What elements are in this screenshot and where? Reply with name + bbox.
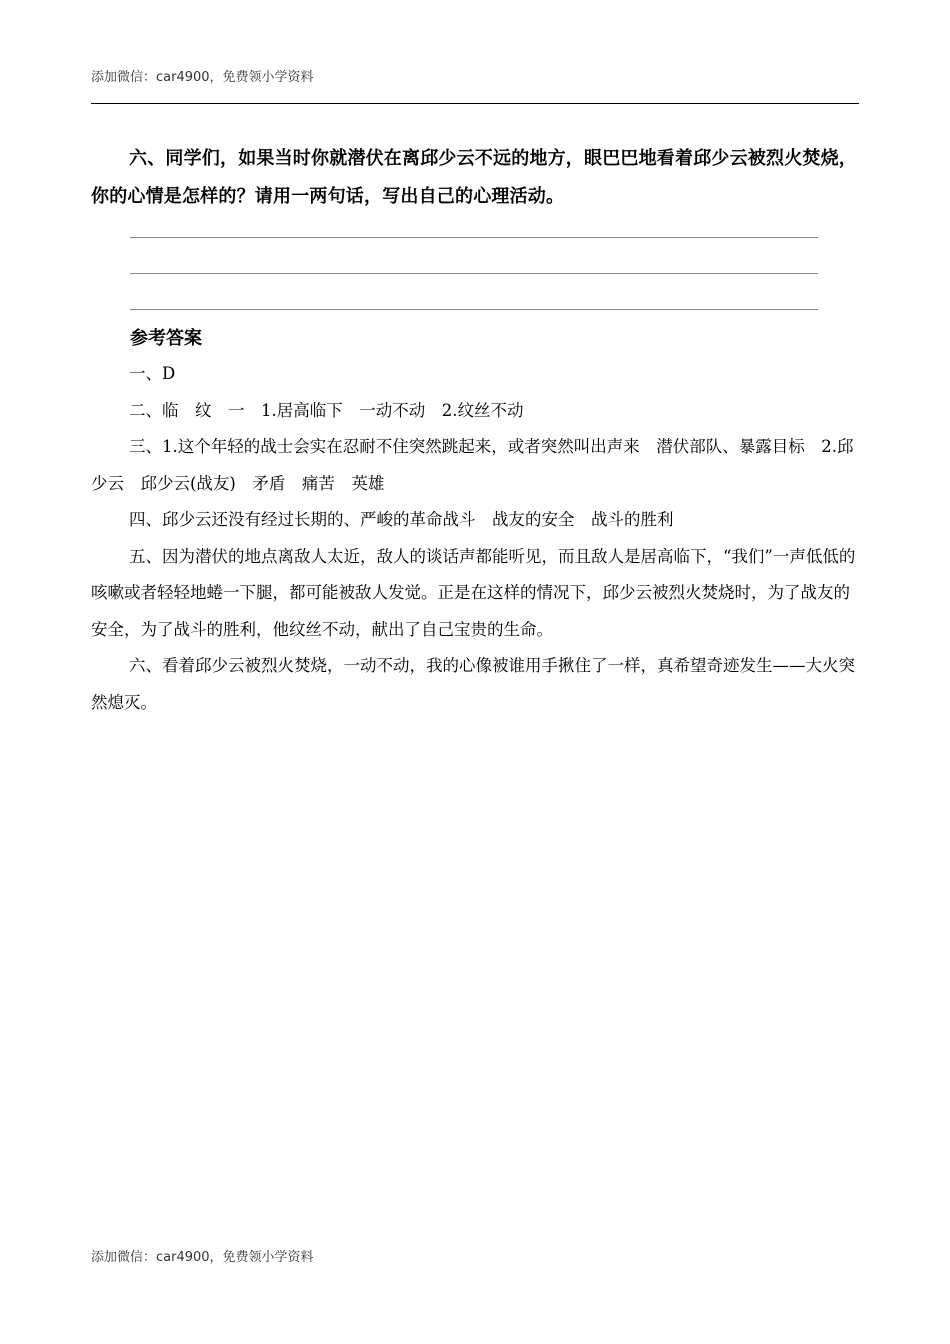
answer-key-title: 参考答案 xyxy=(130,328,202,349)
answer-blank-line-2 xyxy=(130,273,818,274)
answer-item-3: 三、1.这个年轻的战士会实在忍耐不住突然跳起来，或者突然叫出声来 潜伏部队、暴露目标 2.邱少云 邱少云(战友) 矛盾 痛苦 英雄 xyxy=(91,437,854,493)
answer-blank-line-1 xyxy=(130,237,818,238)
answer-key-list xyxy=(91,356,861,721)
question-6-text: 六、同学们，如果当时你就潜伏在离邱少云不远的地方，眼巴巴地看着邱少云被烈火焚烧，你的心情是怎样的？请用一两句话，写出自己的心理活动。 xyxy=(91,148,857,207)
header-divider xyxy=(91,103,859,104)
answer-item-1: 一、D xyxy=(129,364,176,383)
answer-item-4: 四、邱少云还没有经过长期的、严峻的革命战斗 战友的安全 战斗的胜利 xyxy=(129,510,674,529)
answer-blank-line-3 xyxy=(130,309,818,310)
answer-item-6: 六、看着邱少云被烈火焚烧，一动不动，我的心像被谁用手揪住了一样，真希望奇迹发生——大火突然熄灭。 xyxy=(91,656,855,712)
answer-item-5: 五、因为潜伏的地点离敌人太近，敌人的谈话声都能听见，而且敌人是居高临下，“我们”一声低低的咳嗽或者轻轻地蜷一下腿，都可能被敌人发觉。正是在这样的情况下，邱少云被烈火焚烧时，为了战友的安全，为了战斗的胜利，他纹丝不动，献出了自己宝贵的生命。 xyxy=(91,546,856,639)
answer-item-2: 二、临 纹 一 1.居高临下 一动不动 2.纹丝不动 xyxy=(129,400,524,420)
page-header-text: 添加微信：car4900，免费领小学资料 xyxy=(91,70,314,85)
page-footer-text: 添加微信：car4900，免费领小学资料 xyxy=(91,1250,314,1265)
